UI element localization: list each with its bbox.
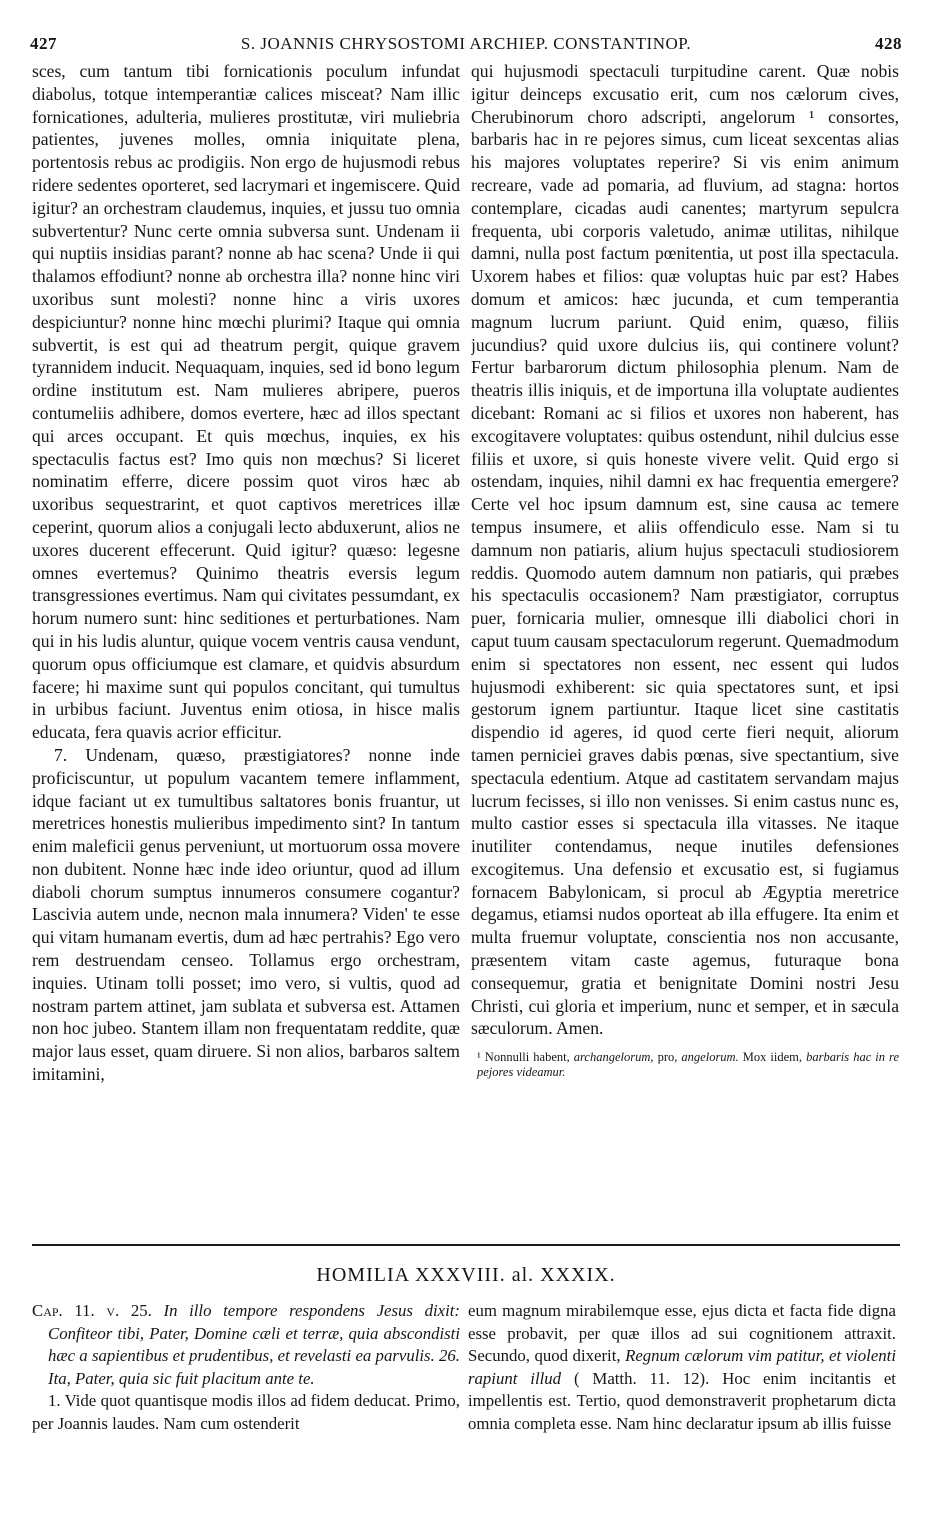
chapter-summary: [32, 1300, 460, 1390]
running-title: S. JOANNIS CHRYSOSTOMI ARCHIEP. CONSTANTINOP.: [240, 34, 692, 53]
page-number-right: 428: [875, 34, 902, 53]
paragraph-text: ( Matth. 11. 12). Hoc enim incitantis et impellentis est. Tertio, quod demonstraverit prophetarum dicta omnia completa esse. Nam hinc declaratur ipsum ab illis fuisse: [468, 1368, 896, 1433]
paragraph: 1. Vide quot quantisque modis illos ad fidem deducat. Primo, per Joannis laudes. Nam cum ostenderit: [32, 1391, 460, 1433]
section-divider: [32, 1244, 900, 1246]
footnote-marker: ¹: [477, 1050, 481, 1065]
summary-text: In illo tempore respondens Jesus dixit: Confiteor tibi, Pater, Domine cæli et terræ, quia abscondisti hæc a sapientibus et prudentibus, et revelasti ea parvulis. 26. Ita, Pater, quia sic fuit placitum ante te.: [48, 1301, 460, 1388]
paragraph: 7. Undenam, quæso, præstigiatores? nonne inde proficiscuntur, ut populum vacantem temere inflamment, idque faciant ut ex tumultibus saltatores bonis fruantur, ut meretrices honestis mulieribus impedimento sint? In tantum enim maleficii genus perveniunt, ut mortuorum ossa movere non dubitent. Nonne hæc inde ideo oriuntur, quod ad illum diaboli chorum sumptus innumeros consumere cogantur? Lascivia autem unde, necnon mala innumera? Viden' te esse qui vitam humanam evertis, dum ad hæc pertrahis? Ego vero rem destruendam censeo. Tollamus ergo orchestram, inquies. Utinam tolli posset; imo vero, si vultis, quod ad nostram partem attinet, jam sublata et subversa est. Attamen non hoc jubeo. Stantem illam non frequentatam reddite, quæ major laus esset, quam diruere. Si non alios, barbaros saltem imitamini,: [32, 744, 460, 1085]
page-number-left: 427: [30, 34, 57, 53]
lower-right-column: [468, 1300, 896, 1496]
homily-title: HOMILIA XXXVIII. al. XXXIX.: [316, 1264, 616, 1286]
footnote-italic: archangelorum,: [573, 1050, 654, 1065]
footnote-text: Mox iidem,: [742, 1050, 803, 1065]
footnote-text: pro,: [657, 1050, 678, 1065]
paragraph-text: eum magnum mirabilemque esse, ejus dicta et facta fide digna esse probavit, per quæ illos ad sui cognitionem attraxit. Secundo, quod dixerit,: [468, 1301, 896, 1366]
footnote-italic: barbaris hac in re pejores videamur.: [477, 1050, 899, 1080]
footnote-text: Nonnulli habent,: [484, 1050, 570, 1065]
quotation: Regnum cælorum vim patitur, et violenti rapiunt illud: [468, 1346, 896, 1388]
running-header: [30, 34, 902, 60]
upper-right-column: [471, 60, 899, 1190]
upper-left-column: [32, 60, 460, 1190]
paragraph: [468, 1300, 896, 1436]
paragraph: qui hujusmodi spectaculi turpitudine carent. Quæ nobis igitur deinceps excusatio erit, cum nos cælorum cives, Cherubinorum choro adscripti, angelorum ¹ consortes, barbaris hac in re pejores simus, cum liceat sexcentas alias his majores voluptates reperire? Si vis enim animum recreare, vade ad pomaria, ad fluvium, ad stagna: hortos contemplare, cicadas audi canentes; martyrum sepulcra frequenta, ubi corporis valetudo, animæ utilitas, nihilque damni, nulla post factum pœnitentia, ut post illa spectacula. Uxorem habes et filios: quæ voluptas huic par est? Habes domum et amicos: hæc jucunda, et cum temperantia magnum lucrum pariunt. Quid enim, quæso, filiis jucundius? quid uxore dulcius iis, qui continere volunt? Fertur barbarorum dictum philosophia plenum. Nam de theatris illis iniquis, et de importuna illa voluptate audientes dicebant: Romani ac si filios et uxores non haberent, has excogitavere voluptates: quibus ostendunt, nihil dulcius esse filiis et uxore, si quis honeste vivere velit. Quid ergo si ostendam, inquies, nihil damni ex hac frequentia emergere? Certe vel hoc ipsum damnum est, sine causa ac temere tempus insumere, et aliis offendiculo esse. Nam si tu damnum non patiaris, alium hujus spectaculi studiosiorem reddis. Quomodo autem damnum non patiaris, qui præbes his spectaculis occasionem? Nam præstigiator, corruptus puer, fornicaria mulier, omnesque illi diabolici chori in caput tuum causam spectaculorum regerunt. Quemadmodum enim si spectatores non essent, nec essent qui ludos hujusmodi exhiberent: sic quia spectatores sunt, et ipsi gestorum ignem partiuntur. Itaque licet sine castitatis dispendio id ageres, id quod certe fieri nequit, aliorum tamen perniciei graves dabis pœnas, sive spectantium, sive spectacula edentium. Atque ad castitatem servandam majus lucrum fecisses, si illo non venisses. Si enim castus nunc es, multo castior esses si spectacula illa vitasses. Ne itaque inutiliter contendamus, neque inutiles defensiones excogitemus. Una defensio et excusatio est, si fugiamus fornacem Babylonicam, si procul ab Ægyptia meretrice degamus, etiamsi nudos oporteat ab illa effugere. Ita enim et multa fruemur voluptate, conscientia nos non accusante, præsentem vitam caste agemus, futuraque bona consequemur, gratia et benignitate Domini nostri Jesu Christi, cui gloria et imperium, nunc et semper, et in sæcula sæculorum. Amen.: [471, 61, 899, 1039]
paragraph: sces, cum tantum tibi fornicationis poculum infundat diabolus, totque intemperantiæ calices misceat? Nam illic fornicationes, adulteria, mulieres prostitutæ, viri muliebria patientes, juvenes molles, omnia iniquitate plena, portentosis rebus ac prodigiis. Non ergo de hujusmodi rebus ridere sedentes oporteret, sed lacrymari et ingemiscere. Quid igitur? an orchestram claudemus, inquies, et jussu tuo omnia subvertentur? Nunc certe omnia subversa sunt. Undenam ii qui nuptiis insidias parant? nonne ab hac scena? Unde ii qui thalamos effodiunt? nonne ab orchestra illa? nonne hinc viri uxoribus sunt molesti? nonne hinc a viris uxores despiciuntur? nonne hinc mœchi plurimi? Itaque qui omnia subvertit, is est qui ad theatrum pergit, quique gravem tyrannidem inducit. Nequaquam, inquies, sed id bono legum ordine institutum est. Nam mulieres abripere, pueros contumeliis adhibere, domos evertere, hæc ad illos spectant qui arces occupant. Et quis mœchus, inquies, ex his spectaculis factus est? Imo quis non mœchus? Si liceret nominatim efferre, dicere possim quot viros hæc ab uxoribus sequestrarint, et quot captivos meretrices illæ ceperint, quorum alios a conjugali lecto abduxerunt, alios ne uxores ducerent effecerunt. Quid igitur? quæso: legesne omnes evertemus? Quinimo theatris eversis legum transgressiones evertimus. Nam qui civitates pessumdant, ex horum numero sunt: hinc seditiones et perturbationes. Nam qui in his ludis aluntur, quique vocem ventris causa vendunt, quorum opus officiumque est clamare, et quidvis absurdum facere; hi maxime sunt qui populos concitant, qui tumultus in urbibus faciunt. Juventus enim otiosa, in hisce malis educata, fera quavis acrior efficitur.: [32, 61, 460, 743]
footnote: [471, 1050, 899, 1080]
chapter-label: Cap. 11. v. 25.: [32, 1301, 152, 1320]
footnote-italic: angelorum.: [681, 1050, 739, 1065]
lower-left-column: [32, 1300, 460, 1496]
